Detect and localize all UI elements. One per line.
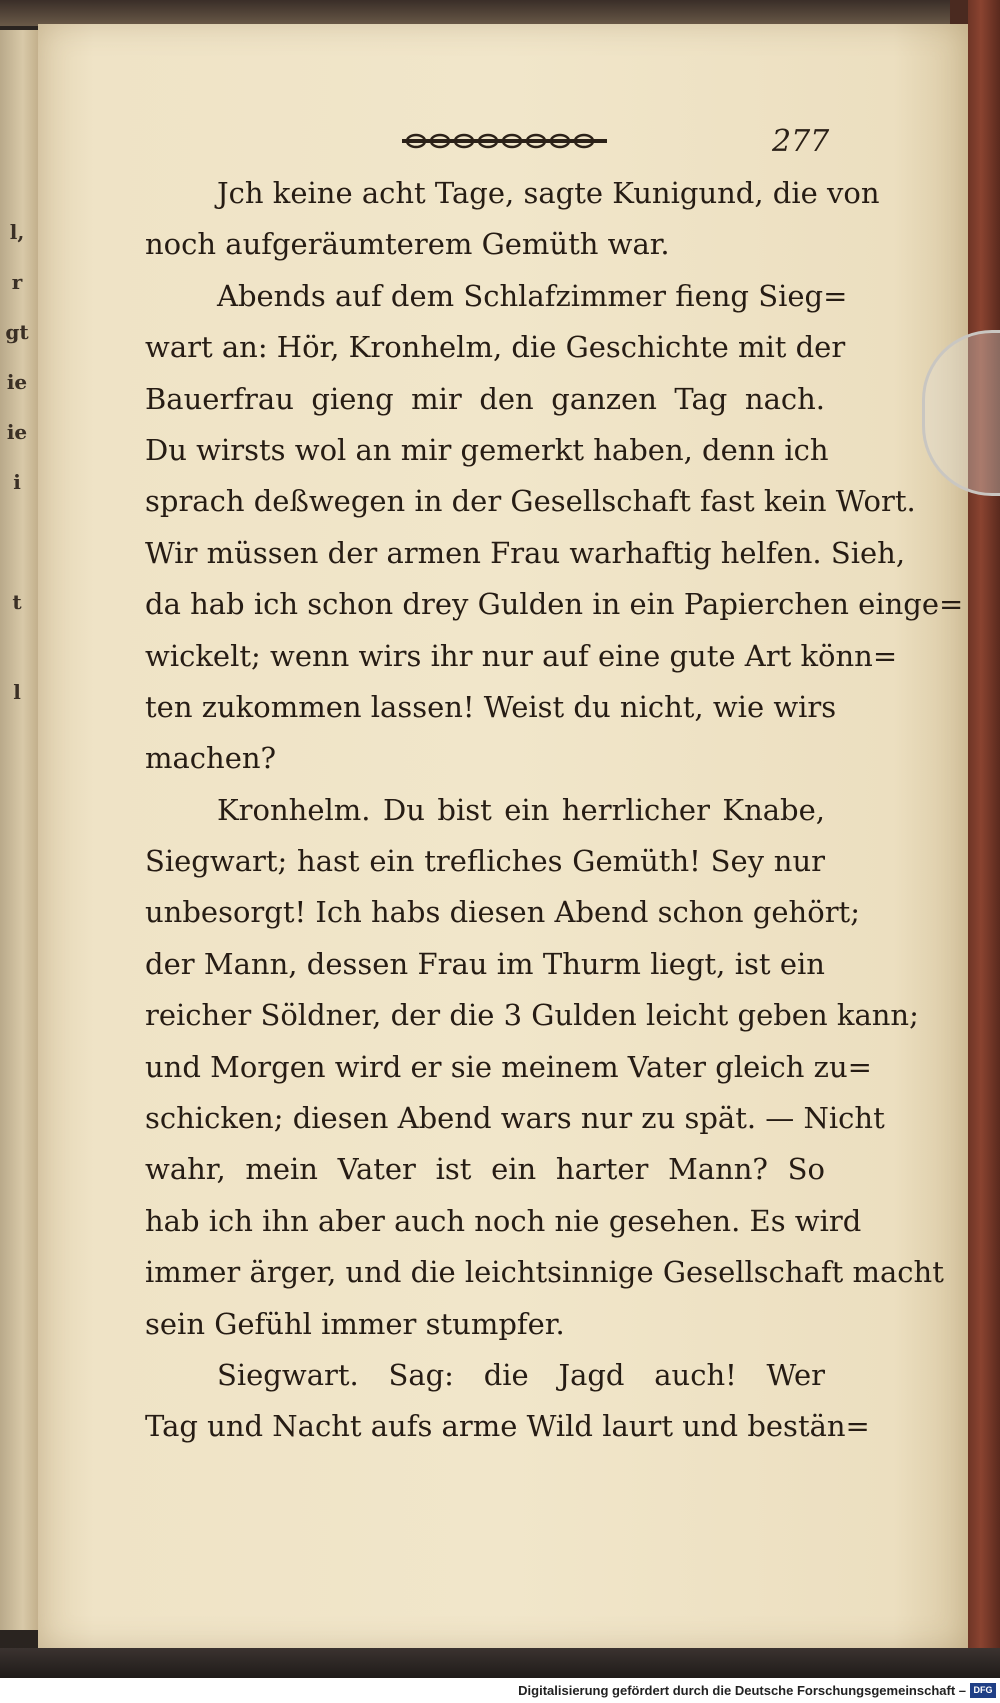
footer-text: Digitalisierung gefördert durch die Deutsche Forschungsgemeinschaft – <box>518 1683 966 1698</box>
text-line: unbesorgt! Ich habs diesen Abend schon gehört; <box>145 895 860 930</box>
text-line: sprach deßwegen in der Gesellschaft fast kein Wort. <box>145 484 916 519</box>
left-page-edge <box>0 30 40 1630</box>
text-line: Abends auf dem Schlafzimmer fieng Sieg= <box>217 278 848 313</box>
text-line: Du wirsts wol an mir gemerkt haben, denn ich <box>145 432 829 467</box>
book-binding-edge <box>968 0 1000 1660</box>
text-line: wickelt; wenn wirs ihr nur auf eine gute Art könn= <box>145 638 898 673</box>
page-text <box>145 168 964 1453</box>
text-line: Jch keine acht Tage, sagte Kunigund, die von <box>217 176 880 210</box>
left-page-fragment: r <box>11 270 23 294</box>
text-line: wart an: Hör, Kronhelm, die Geschichte mit der <box>145 330 846 365</box>
text-line: machen? <box>145 741 277 776</box>
left-page-fragment: l, <box>9 220 25 244</box>
text-line: der Mann, dessen Frau im Thurm liegt, ist ein <box>145 946 825 981</box>
text-line: wahr, mein Vater ist ein harter Mann? So <box>145 1152 825 1187</box>
left-page-fragment: gt <box>5 320 29 344</box>
digitization-footer <box>0 1678 1000 1703</box>
left-page-fragment: t <box>12 590 22 614</box>
text-line: hab ich ihn aber auch noch nie gesehen. Es wird <box>145 1203 862 1238</box>
page-number: 277 <box>772 124 830 159</box>
text-line: da hab ich schon drey Gulden in ein Papierchen einge= <box>145 587 964 622</box>
header-ornament <box>402 133 607 149</box>
text-line: Bauerfrau gieng mir den ganzen Tag nach. <box>145 381 825 416</box>
left-page-fragment: i <box>13 470 21 494</box>
dfg-logo: DFG <box>970 1683 996 1698</box>
text-line: Wir müssen der armen Frau warhaftig helfen. Sieh, <box>145 535 906 570</box>
text-line: Siegwart; hast ein trefliches Gemüth! Sey nur <box>145 844 825 879</box>
left-page-fragment: l <box>13 680 21 704</box>
scan-bottom-edge <box>0 1648 1000 1678</box>
text-line: ten zukommen lassen! Weist du nicht, wie wirs <box>145 689 837 724</box>
text-line: noch aufgeräumterem Gemüth war. <box>145 227 670 262</box>
left-page-fragment: ie <box>6 370 28 394</box>
text-line: Kronhelm. Du bist ein herrlicher Knabe, <box>217 792 825 827</box>
text-line: Tag und Nacht aufs arme Wild laurt und bestän= <box>145 1409 870 1444</box>
text-line: Siegwart. Sag: die Jagd auch! Wer <box>217 1357 825 1392</box>
scan-top-edge <box>0 0 1000 26</box>
left-page-fragment: ie <box>6 420 28 444</box>
text-line: sein Gefühl immer stumpfer. <box>145 1306 565 1341</box>
text-line: schicken; diesen Abend wars nur zu spät. — Nicht <box>145 1101 885 1136</box>
text-line: und Morgen wird er sie meinem Vater gleich zu= <box>145 1049 872 1084</box>
text-line: reicher Söldner, der die 3 Gulden leicht geben kann; <box>145 998 919 1033</box>
text-line: immer ärger, und die leichtsinnige Gesellschaft macht <box>145 1255 944 1290</box>
